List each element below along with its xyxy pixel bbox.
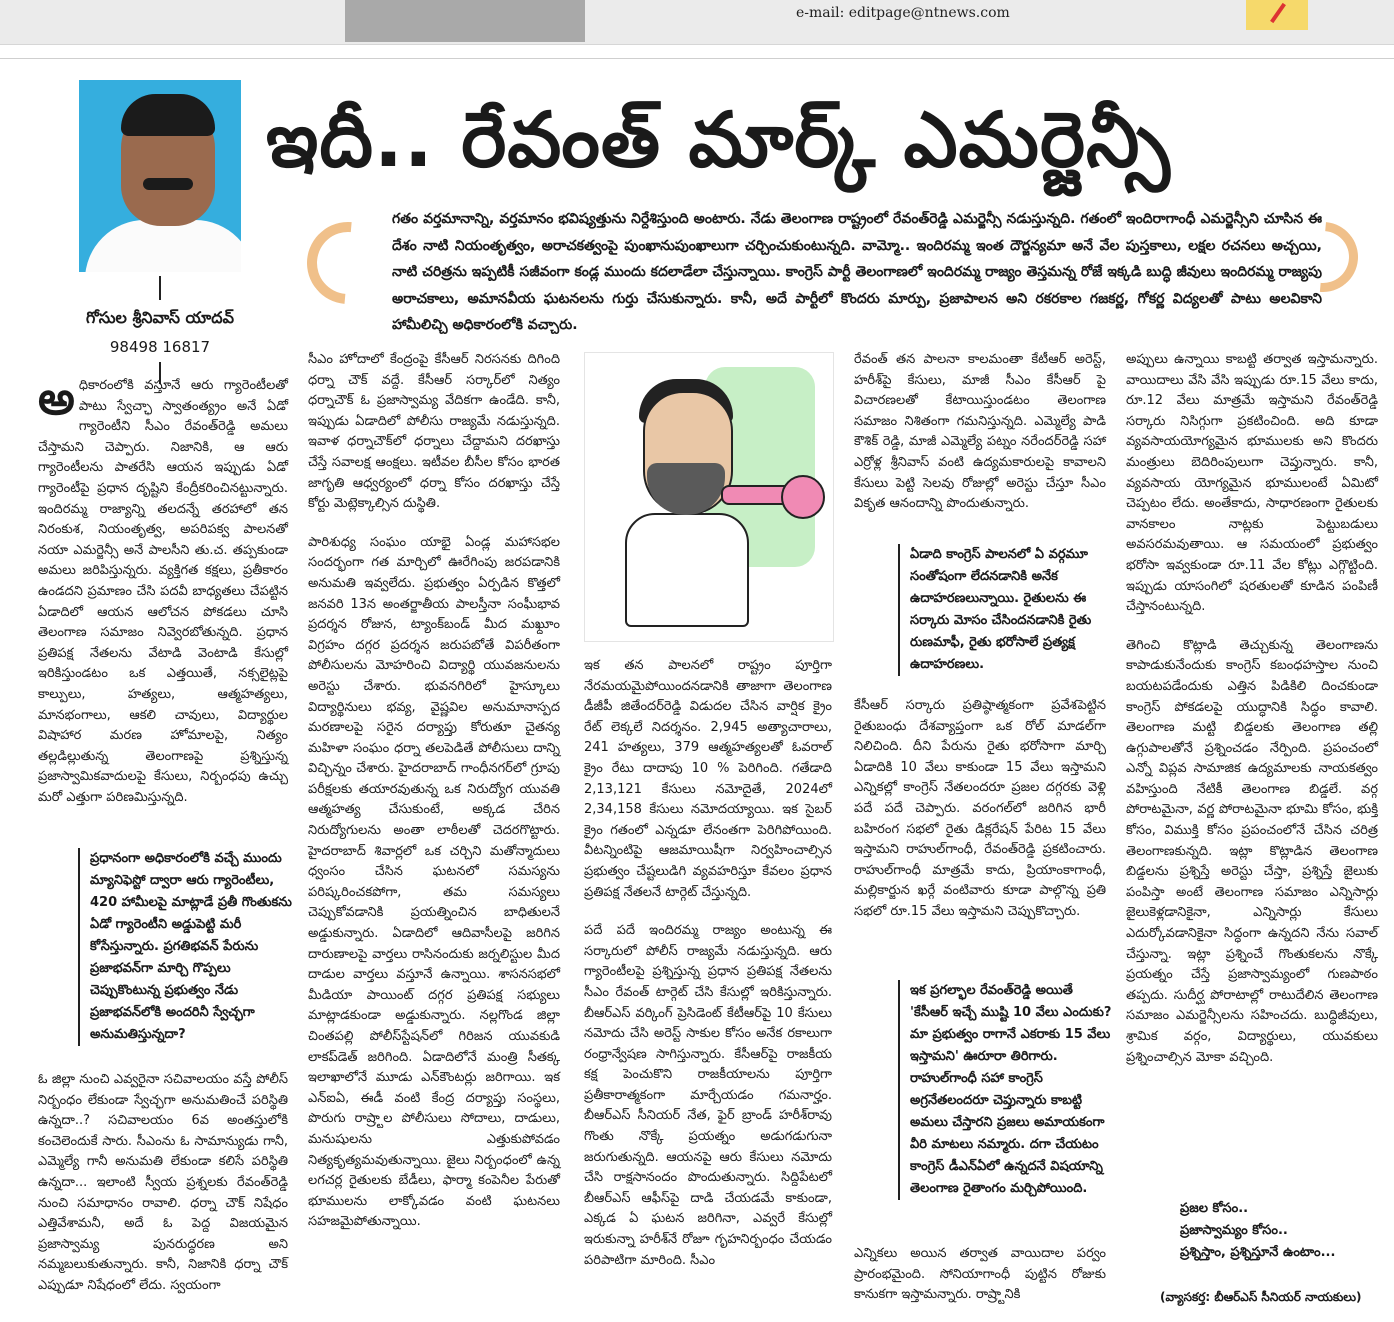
closing-line-2: ప్రజాస్వామ్యం కోసం..	[1180, 1223, 1288, 1238]
intro-text: గతం వర్తమానాన్ని, వర్తమానం భవిష్యత్తును నిర్దేశిస్తుంది అంటారు. నేడు తెలంగాణ రాష్ట్రంలో రేవంత్‌రెడ్డి ఎమర్జెన్సీ నడుస్తున్నది. గతంలో ఇందిరాగాంధీ ఎమర్జెన్సీని చూసిన ఈ దేశం నాటి నియంతృత్వం, అరాచకత్వంపై పుంఖానుపుంఖాలుగా చర్చించుకుంటున్నది. వామ్మో.. ఇందిరమ్మ ఇంత దౌర్జన్యమా అనే వేల పుస్తకాలు, లక్షల రచనలు అచ్చయి, నాటి చరిత్రను ఇప్పటికీ సజీవంగా కండ్ల ముందు కదలాడేలా చేస్తున్నాయి. కాంగ్రెస్‌ పార్టీ తెలంగాణలో ఇందిరమ్మ రాజ్యం తెస్తమన్న రోజే ఇక్కడి బుద్ధి జీవులు ఇందిరమ్మ రాజ్యపు అరాచకాలు, అమానవీయ ఘటనలను గుర్తు చేసుకున్నారు. కానీ, అదే పార్టీలో కొందరు మార్పు, ప్రజాపాలన అని రకరకాల గజకర్ణ, గోకర్ణ విద్యలతో పాటు అలవికాని హామీలిచ్చి అధికారంలోకి వచ్చారు.	[392, 211, 1322, 333]
col2-para-2: పారిశుధ్య సంఘం యాభై ఏండ్ల మహాసభల సందర్భంగా గత మార్చిలో ఊరేగింపు జరపడానికి అనుమతి ఇవ్వలేదు. ప్రభుత్వం ఏర్పడిన కొత్తలో జనవరి 13న అంతర్జాతీయ పాలస్తీనా సంఘీభావ ప్రదర్శన రోజున, ట్యాంక్‌బండ్‌ మీద మఖ్దూం విగ్రహం దగ్గర ప్రదర్శన జరుపబోతే విపరీతంగా పోలీసులను మోహరించి విద్యార్థి యువజనులను అరెస్టు చేశారు. భువనగిరిలో హైస్కూలు విద్యార్థినులు భవ్య, వైష్ణవిల అనుమానాస్పద మరణాలపై సరైన దర్యాప్తు కోరుతూ చైతన్య మహిళా సంఘం ధర్నా తలపెడితే పోలీసులు దాన్ని విచ్ఛిన్నం చేశారు. హైదరాబాద్‌ గాంధీనగర్‌లో గ్రూపు పరీక్షలకు తయారవుతున్న ఒక నిరుద్యోగ యువతి ఆత్మహత్య చేసుకుంటే, అక్కడ చేరిన నిరుద్యోగులను అంతా లాఠీలతో చెదరగొట్టారు. హైదరాబాద్‌ శివార్లలో ఒక చర్చిని మతోన్మాదులు ధ్వంసం చేసిన ఘటనలో సమస్యను పరిష్కరించకపోగా, తమ సమస్యలు చెప్పుకోవడానికి ప్రయత్నించిన బాధితులనే అడ్డుకున్నారు. ఏడాదిలో ఆదివాసీలపై జరిగిన దారుణాలపై వార్తలు రాసినందుకు జర్నలిస్టుల మీద దాడుల వార్తలు వస్తూనే ఉన్నాయి. శాసనసభలో మీడియా పాయింట్‌ దగ్గర ప్రతిపక్ష సభ్యులు మాట్లాడకుండా అడ్డుకున్నారు. నల్లగొండ జిల్లా చింతపల్లి పోలీస్‌స్టేషన్‌లో గిరిజన యువకుడి లాకప్‌డెత్‌ జరిగింది. ఏడాదిలోనే మంత్రి సీతక్క ఇలాఖాలోనే మూడు ఎన్‌కౌంటర్లు జరిగాయి. ఇక ఎన్‌ఐఏ, ఈడీ వంటి కేంద్ర దర్యాప్తు సంస్థలు, పొరుగు రాష్ర్టాల పోలీసులు సోదాలు, దాడులు, మనుషులను ఎత్తుకుపోవడం నిత్యకృత్యమవుతున్నాయి. జైలు నిర్బంధంలో ఉన్న లగచర్ల రైతులకు బేడీలు, ఫార్మా కంపెనీల పేరుతో భూములను లాక్కోవడం వంటి ఘటనలు సహజమైపోతున్నాయి.	[308, 534, 560, 1230]
col2-para-1: సీఎం హోదాలో కేంద్రంపై కేసీఆర్‌ నిరసనకు దిగింది ధర్నా చౌక్‌ వద్దే. కేసీఆర్‌ సర్కార్‌లో నిత్యం ధర్నాచౌక్‌ ఓ ప్రజాస్వామ్య వేదికగా ఉండేది. కానీ, ఇప్పుడు ఏడాదిలో పోలీసు రాజ్యమే నడుస్తున్నది. ఇవాళ ధర్నాచౌక్‌లో ధర్నాలు చేద్దామని దరఖాస్తు చేస్తే సవాలక్ష ఆంక్షలు. ఇటీవల బీసీల కోసం భారత జాగృతి ఆధ్వర్యంలో ధర్నా కోసం దరఖాస్తు చేస్తే కోర్టు మెట్లెక్కాల్సిన దుస్థితి.	[308, 352, 560, 512]
author-photo	[79, 80, 241, 272]
pull-quote-1-text: ప్రధానంగా అధికారంలోకి వచ్చే ముందు మ్యానిఫెస్టో ద్వారా ఆరు గ్యారెంటీలు, 420 హామీలపై మాట్లాడే ప్రతీ గొంతుకను ఏడో గ్యారెంటీని అడ్డుపెట్టి మరీ కోసేస్తున్నారు. ప్రగతిభవన్‌ పేరును ప్రజాభవన్‌గా మార్చి గొప్పలు చెప్పుకొంటున్న ప్రభుత్వం నేడు ప్రజాభవన్‌లోకి అందరినీ స్వేచ్ఛగా అనుమతిస్తున్నదా?	[90, 851, 292, 1042]
drop-cap: అ	[38, 371, 75, 425]
article-headline: ఇదీ.. రేవంత్‌ మార్క్‌ ఎమర్జెన్సీ	[266, 95, 1171, 184]
quote-decoration-left	[290, 205, 406, 321]
header-divider	[0, 58, 1394, 59]
col1-para-1: అధికారంలోకి వస్తూనే ఆరు గ్యారెంటీలతో పాటు స్వేచ్ఛా స్వాతంత్య్రం అనే ఏడో గ్యారెంటీని సీఎం రేవంత్‌రెడ్డి అమలు చేస్తామని చెప్పారు. నిజానికి, ఆ ఆరు గ్యారెంటీలను పాతరేసి ఆయన ఇప్పుడు ఏడో గ్యారెంటీపై ప్రధాన దృష్టిని కేంద్రీకరించినట్టున్నారు. ఇందిరమ్మ రాజ్యాన్ని తలదన్నే తరహాలో తన నిరంకుశ, నియంతృత్వ, అపరిపక్వ పాలనతో నయా ఎమర్జెన్సీ అనే పాలసీని తు.చ. తప్పకుండా అమలు జరిపిస్తున్నరు. వ్యక్తిగత కక్షలు, ప్రతీకారం ఉండదని ప్రమాణం చేసి పదవీ బాధ్యతలు చేపట్టిన ఏడాదిలో ఆయన ఆలోచన పోకడలు చూసి తెలంగాణ సమాజం నివ్వెరబోతున్నది. ప్రధాన ప్రతిపక్ష నేతలను వేటాడి వెంటాడి కేసుల్లో ఇరికిస్తుండటం ఒక ఎత్తయితే, నక్సలైట్లపై కాల్పులు, హత్యలు, ఆత్మహత్యలు, మానభంగాలు, ఆకలి చావులు, విద్యార్థుల విషాహార మరణ హోమాలపై, నిత్యం తల్లడిల్లుతున్న తెలంగాణపై ప్రశ్నిస్తున్న ప్రజాస్వామికవాదులపై కేసులు, నిర్బంధపు ఉచ్చు మరో ఎత్తుగా పరిణమిస్తున్నది.	[38, 371, 288, 805]
writer-credit: (వ్యాసకర్త: బీఆర్‌ఎస్‌ సీనియర్‌ నాయకులు)	[1160, 1290, 1362, 1304]
pull-quote-3	[898, 980, 1114, 1200]
column-3	[584, 656, 832, 1280]
pen-logo-icon	[1246, 0, 1308, 30]
pull-quote-2-text: ఏడాది కాంగ్రెస్‌ పాలనలో ఏ వర్గమూ సంతోషంగా లేదనడానికి అనేక ఉదాహరణలున్నాయి. రైతులను ఈ సర్కారు మోసం చేసిందనడానికి రైతు రుణమాఫీ, రైతు భరోసాలే ప్రత్యక్ష ఉదాహరణలు.	[910, 547, 1092, 672]
editpage-email[interactable]: e-mail: editpage@ntnews.com	[796, 5, 1010, 21]
closing-lines	[1180, 1198, 1380, 1264]
pull-quote-1	[78, 848, 296, 1046]
closing-line-3: ప్రశ్నిస్తాం, ప్రశ్నిస్తూనే ఉంటాం...	[1180, 1245, 1336, 1260]
col4-para-3: ఎన్నికలు అయిన తర్వాత వాయిదాల పర్వం ప్రారంభమైంది. సోనియాగాంధీ పుట్టిన రోజుకు కానుకగా ఇస్తామన్నారు. రాష్ర్టానికి	[854, 1246, 1106, 1303]
column-1-lower	[38, 1070, 288, 1306]
top-banner	[0, 0, 1394, 45]
closing-line-1: ప్రజల కోసం..	[1180, 1201, 1249, 1216]
column-4-middle	[854, 696, 1106, 932]
col3-para-1: ఇక తన పాలనలో రాష్ట్రం పూర్తిగా నేరమయమైపోయిందనడానికి తాజాగా తెలంగాణ డీజీపీ జితేందర్‌రెడ్డి విడుదల చేసిన వార్షిక క్రైం రేట్‌ లెక్కలే నిదర్శనం. 2,945 అత్యాచారాలు, 241 హత్యలు, 379 ఆత్మహత్యలతో ఓవరాల్‌ క్రైం రేటు దాదాపు 10 % పెరిగింది. గతేడాది 2,13,121 కేసులు నమోదైతే, 2024లో 2,34,158 కేసులు నమోదయ్యాయి. ఇక సైబర్‌ క్రైం గతంలో ఎన్నడూ లేనంతగా పెరిగిపోయింది. వీటన్నింటిపై ఆజమాయిషీగా నిర్వహించాల్సిన ప్రభుత్వం చేష్టలుడిగి వ్యవహరిస్తూ కేవలం ప్రధాన ప్రతిపక్ష నేతలనే టార్గెట్‌ చేస్తున్నది.	[584, 658, 832, 900]
col1-para-2: ఓ జిల్లా నుంచి ఎవ్వరైనా సచివాలయం వస్తే పోలీస్‌ నిర్బంధం లేకుండా స్వేచ్ఛగా అనుమతించే పరిస్థితి ఉన్నదా..? సచివాలయం 6వ అంతస్తులోకి కంచెలెందుకే సారు. సీఎంను ఓ సామాన్యుడు గానీ, ఎమ్మెల్యే గానీ అనుమతి లేకుండా కలిసే పరిస్థితి ఉన్నదా... ఇలాంటి స్వీయ ప్రశ్నలకు రేవంత్‌రెడ్డి నుంచి సమాధానం రావాలి. ధర్నా చౌక్‌ నిషేధం ఎత్తివేశామనీ, అదే ఓ పెద్ద విజయమైన ప్రజాస్వామ్య పునరుద్ధరణ అని నమ్మబలుకుతున్నారు. కానీ, నిజానికి ధర్నా చౌక్‌ ఎప్పుడూ నిషేధంలో లేదు. స్వయంగా	[38, 1072, 288, 1293]
article-intro	[392, 206, 1322, 339]
col5-para-2: తెగించి కొట్లాడి తెచ్చుకున్న తెలంగాణను కాపాడుకునేందుకు కాంగ్రెస్‌ కబంధహస్తాల నుంచి బయటపడేందుకు ఎత్తిన పిడికిలి దించకుండా కాంగ్రెస్‌ పోకడలపై యుద్ధానికి సిద్ధం కావాలి. తెలంగాణ మట్టి బిడ్డలకు తెలంగాణ తల్లి ఉగ్గుపాలతోనే ప్రశ్నించడం నేర్పింది. ప్రపంచంలో ఎన్నో విప్లవ సామాజిక ఉద్యమాలకు నాయకత్వం వహిస్తుంది నేటికీ తెలంగాణ బిడ్డలే. వర్గ పోరాటమైనా, వర్ణ పోరాటమైనా భూమి కోసం, భుక్తి కోసం, విముక్తి కోసం ప్రపంచంలోనే చేసిన చరిత్ర తెలంగాణకున్నది. ఇట్లా కొట్లాడిన తెలంగాణ బిడ్డలను ప్రశ్నిస్తే అరెస్టు చేస్తా, ప్రశ్నిస్తే జైలుకు పంపిస్తా అంటే తెలంగాణ సమాజం ఎన్నిసార్లు జైలుకెళ్లడానికైనా, ఎన్నిసార్లు కేసులు ఎదుర్కోవడానికైనా సిద్ధంగా ఉన్నదని నేను సవాల్‌ చేస్తున్నా. ఇట్లా ప్రశ్నించే గొంతుకలను నొక్కే ప్రయత్నం చేస్తే ప్రజాస్వామ్యంలో గుణపాఠం తప్పదు. సుదీర్ఘ పోరాటాల్లో రాటుదేలిన తెలంగాణ సమాజం ఎమర్జెన్సీలను సహించదు. బుద్ధిజీవులు, శ్రామిక వర్గం, విద్యార్థులు, యువకులు ప్రశ్నించాల్సిన మోకా వచ్చింది.	[1126, 637, 1378, 1065]
author-phone: 98498 16817	[109, 338, 211, 356]
col4-para-2: కేసీఆర్‌ సర్కారు ప్రతిష్ఠాత్మకంగా ప్రవేశపెట్టిన రైతుబంధు దేశవ్యాప్తంగా ఒక రోల్‌ మాడల్‌గా నిలిచింది. దీని పేరును రైతు భరోసాగా మార్చి ఏడాదికి 10 వేలు కాకుండా 15 వేలు ఇస్తామని ఎన్నికల్లో కాంగ్రెస్‌ నేతలందరూ ప్రజల దగ్గరకు వెళ్లి పదే పదే చెప్పారు. వరంగల్‌లో జరిగిన భారీ బహిరంగ సభలో రైతు డిక్లరేషన్‌ పేరిట 15 వేలు ఇస్తామని రాహుల్‌గాంధీ, రేవంత్‌రెడ్డి ప్రకటించారు. రాహుల్‌గాంధీ మాత్రమే కాదు, ప్రియాంకాగాంధీ, మల్లికార్జున ఖర్గే వంటివారు కూడా పాల్గొన్న ప్రతి సభలో రూ.15 వేలు ఇస్తామని చెప్పుకొచ్చారు.	[854, 698, 1106, 919]
banner-gray-block	[345, 0, 585, 42]
column-5	[1126, 350, 1378, 1077]
author-name: గోసుల శ్రీనివాస్‌ యాదవ్‌	[86, 308, 234, 327]
col5-para-1: అప్పులు ఉన్నాయి కాబట్టి తర్వాత ఇస్తామన్నారు. వాయిదాలు వేసి వేసి ఇప్పుడు రూ.15 వేలు కాదు, రూ.12 వేలు మాత్రమే ఇస్తామని రేవంత్‌రెడ్డి సర్కారు నిసిగ్గుగా ప్రకటించింది. అది కూడా వ్యవసాయయోగ్యమైన భూములకు అని కొందరు మంత్రులు బెదిరింపులుగా చెప్తున్నారు. కానీ, వ్యవసాయ యోగ్యమైన భూములంటే ఏమిటో చెప్పటం లేదు. అంతేకాదు, సాధారణంగా రైతులకు వానకాలం నాట్లకు పెట్టుబడులు అవసరమవుతాయి. ఆ సమయంలో ప్రభుత్వం భరోసా ఇవ్వకుండా రూ.11 వేల కోట్లు ఎగ్గొట్టింది. ఇప్పుడు యాసంగిలో షరతులతో కూడిన పంపిణీ చేస్తానంటున్నది.	[1126, 352, 1378, 615]
col4-para-1: రేవంత్‌ తన పాలనా కాలమంతా కేటీఆర్‌ అరెస్ట్‌, హరీశ్‌పై కేసులు, మాజీ సీఎం కేసీఆర్‌ పై విచారణలతో కేటాయిస్తుండటం తెలంగాణ సమాజం నిశితంగా గమనిస్తున్నది. ఎమ్మెల్యే పాడి కౌశిక్‌ రెడ్డి, మాజీ ఎమ్మెల్యే పట్నం నరేందర్‌రెడ్డి సహా ఎర్రోళ్ల శ్రీనివాస్‌ వంటి ఉద్యమకారులపై కావాలని కేసులు పెట్టి సెలవు రోజుల్లో అరెస్టు చేస్తూ సీఎం వికృత ఆనందాన్ని పొందుతున్నారు.	[854, 352, 1106, 512]
pull-quote-3-text: ఇక ప్రగల్భాల రేవంత్‌రెడ్డి అయితే 'కేసీఆర్‌ ఇచ్చే ముష్టి 10 వేలు ఎందుకు? మా ప్రభుత్వం రాగానే ఎకరాకు 15 వేలు ఇస్తామని' ఊరూరా తిరిగారు. రాహుల్‌గాంధీ సహా కాంగ్రెస్‌ అగ్రనేతలందరూ చెప్తున్నారు కాబట్టి అమలు చేస్తారని ప్రజలు అమాయకంగా వీరి మాటలు నమ్మారు. దగా చేయటం కాంగ్రెస్‌ డీఎన్‌ఏలో ఉన్నదనే విషయాన్ని తెలంగాణ రైతాంగం మర్చిపోయింది.	[910, 983, 1112, 1196]
column-4-lower	[854, 1244, 1106, 1315]
column-4	[854, 350, 1106, 524]
column-2	[308, 350, 560, 1242]
cartoon-illustration	[584, 352, 834, 642]
col3-para-2: పదే పదే ఇందిరమ్మ రాజ్యం అంటున్న ఈ సర్కారులో పోలీస్‌ రాజ్యమే నడుస్తున్నది. ఆరు గ్యారెంటీలపై ప్రశ్నిస్తున్న ప్రధాన ప్రతిపక్ష నేతలను సీఎం రేవంత్‌ టార్గెట్‌ చేసి కేసుల్లో ఇరికిస్తున్నారు. బీఆర్‌ఎస్‌ వర్కింగ్‌ ప్రెసిడెంట్‌ కేటీఆర్‌పై 10 కేసులు నమోదు చేసి అరెస్ట్‌ సాకుల కోసం అనేక రకాలుగా రంధ్రాన్వేషణ సాగిస్తున్నారు. కేసీఆర్‌పై రాజకీయ కక్ష పెంచుకొని రాజకీయాలను పూర్తిగా ప్రతీకారాత్మకంగా మార్చేయడం గమనార్హం. బీఆర్‌ఎస్‌ సీనియర్‌ నేత, ఫైర్‌ బ్రాండ్‌ హరీశ్‌రావు గొంతు నొక్కే ప్రయత్నం అడుగడుగునా జరుగుతున్నది. ఆయనపై ఆరు కేసులు నమోదు చేసి రాక్షసానందం పొందుతున్నారు. సిద్దిపేటలో బీఆర్‌ఎస్‌ ఆఫీస్‌పై దాడి చేయడమే కాకుండా, ఎక్కడ ఏ ఘటన జరిగినా, ఎవ్వరే కేసుల్లో ఇరుకున్నా హరీశ్‌నే రోజూ గృహనిర్బంధం చేయడం పరిపాటిగా మారింది. సీఎం	[584, 923, 832, 1268]
byline-divider-top	[159, 276, 161, 300]
pull-quote-2	[898, 544, 1114, 676]
column-1	[38, 371, 288, 817]
